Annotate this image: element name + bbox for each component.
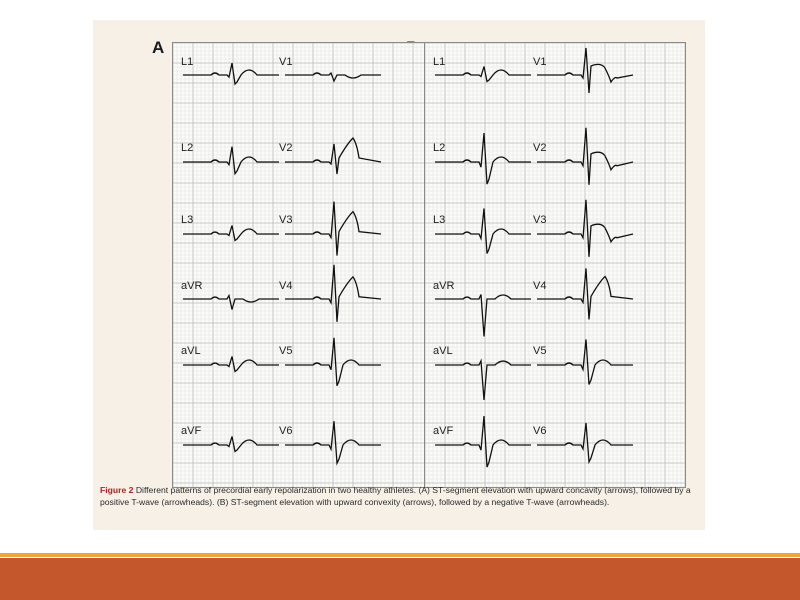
footer-band: [0, 558, 800, 600]
lead-label: L1: [181, 56, 194, 68]
lead-label: aVF: [181, 425, 202, 437]
figure-label: Figure 2: [100, 485, 134, 495]
ecg-trace-limb: [183, 147, 279, 174]
ecg-trace-limb: [435, 67, 531, 82]
ecg-trace-limb: [183, 357, 279, 372]
lead-label: V3: [279, 214, 293, 226]
lead-label: V1: [279, 56, 293, 68]
ecg-trace-limb: [183, 437, 279, 452]
lead-label: aVR: [181, 280, 203, 292]
lead-label: L3: [181, 214, 194, 226]
figure-card: [93, 20, 705, 530]
lead-label: aVL: [433, 345, 453, 357]
ecg-trace-limb: [435, 416, 531, 467]
ecg-grid-b: [425, 43, 686, 488]
lead-label: L2: [433, 142, 446, 154]
lead-label: V4: [279, 280, 293, 292]
ecg-trace-limb: [183, 63, 279, 84]
panel-a-letter: A: [152, 38, 165, 57]
lead-label: aVL: [181, 345, 201, 357]
lead-label: V6: [533, 425, 547, 437]
accent-stripe: [0, 553, 800, 557]
ecg-trace-limb: [435, 361, 531, 400]
caption-text: Different patterns of precordial early repolarization in two healthy athletes. (A) ST-segment elevation with upward concavity (arrows), followed by a positive T-wave (arrowheads). (B) ST-segment elevation with upward convexity (arrows), followed by a negative T-wave (arrowheads).: [100, 485, 691, 508]
lead-label: V2: [533, 142, 547, 154]
lead-label: V6: [279, 425, 293, 437]
grid-lines: [425, 43, 686, 488]
lead-label: V3: [533, 214, 547, 226]
figure-caption: [100, 484, 700, 509]
lead-label: aVF: [433, 425, 454, 437]
grid-lines: [173, 43, 434, 488]
ecg-trace-limb: [435, 295, 531, 337]
lead-label: V5: [279, 345, 293, 357]
ecg-panel-a: [172, 42, 434, 488]
ecg-trace-limb: [183, 226, 279, 241]
lead-label: V4: [533, 280, 547, 292]
lead-label: V5: [533, 345, 547, 357]
lead-label: V1: [533, 56, 547, 68]
lead-label: L1: [433, 56, 446, 68]
lead-label: L3: [433, 214, 446, 226]
lead-label: V2: [279, 142, 293, 154]
lead-label: L2: [181, 142, 194, 154]
ecg-trace-limb: [435, 133, 531, 184]
ecg-trace-limb: [183, 296, 279, 310]
lead-label: aVR: [433, 280, 455, 292]
ecg-panel-b: [424, 42, 686, 488]
ecg-grid-a: [173, 43, 434, 488]
